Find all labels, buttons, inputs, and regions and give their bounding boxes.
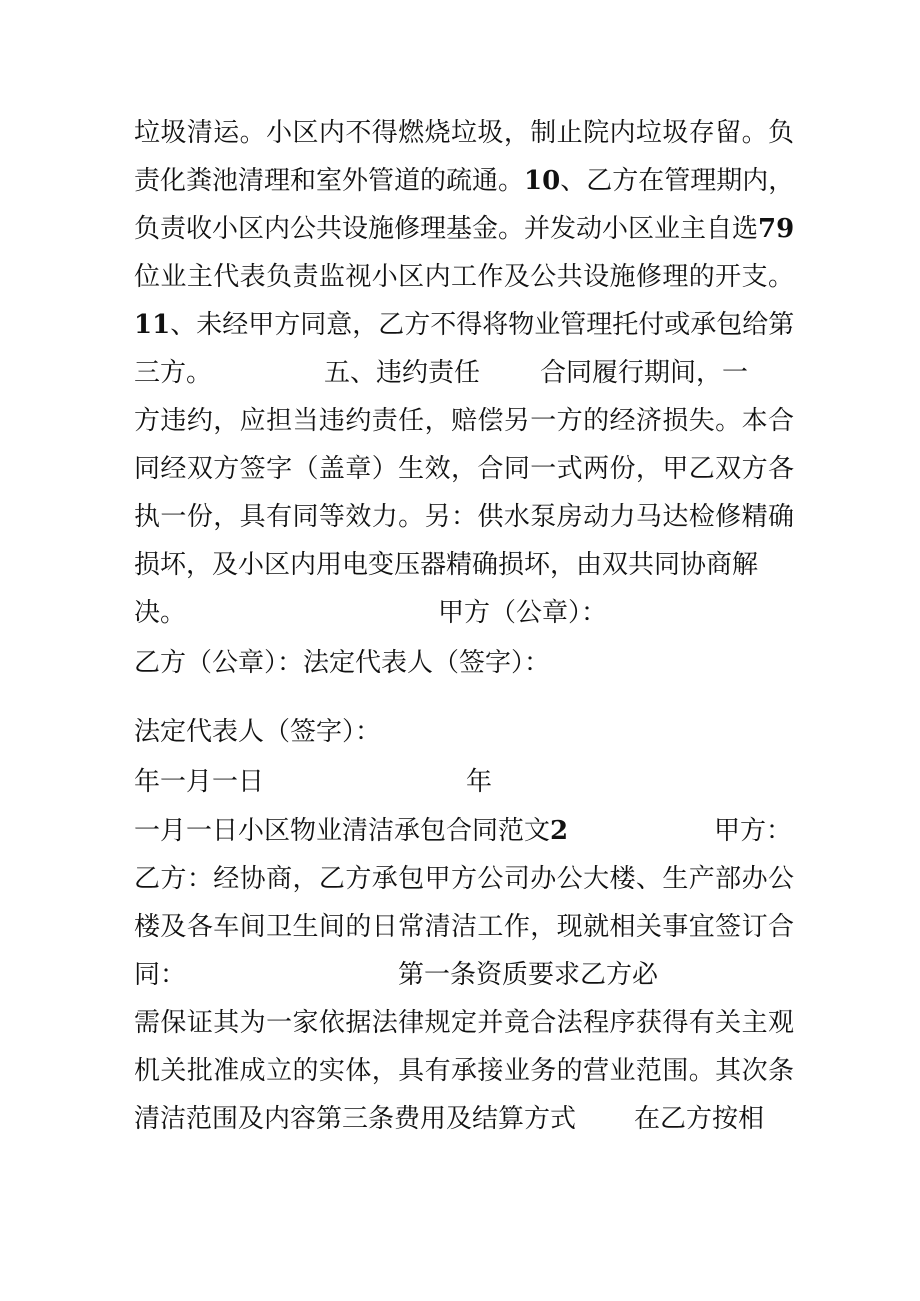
text-segment: 同： bbox=[134, 960, 187, 990]
text-line-19: 需保证其为一家依据法律规定并竟合法程序获得有关主观 bbox=[134, 1008, 794, 1038]
text-segment: 责化粪池清理和室外管道的疏通。 bbox=[134, 166, 525, 196]
text-line-21 bbox=[134, 1099, 794, 1139]
item-number-10: 10 bbox=[524, 166, 561, 196]
text-line-1: 垃圾清运。小区内不得燃烧垃圾，制止院内垃圾存留。负 bbox=[134, 118, 794, 148]
text-line-6 bbox=[134, 353, 794, 393]
text-segment: 决。 bbox=[134, 598, 187, 628]
text-line-17: 楼及各车间卫生间的日常清洁工作，现就相关事宜签订合 bbox=[134, 912, 794, 942]
text-line-18 bbox=[134, 955, 794, 995]
text-line-12: 乙方（公章）：法定代表人（签字）： bbox=[134, 648, 551, 678]
text-segment: 三方。 bbox=[134, 358, 213, 388]
text-segment: 一月一日小区物业清洁承包合同范文2 bbox=[134, 816, 569, 846]
party-a-seal-label: 甲方（公章）： bbox=[438, 598, 608, 628]
text-line-16: 乙方：经协商，乙方承包甲方公司办公大楼、生产部办公 bbox=[134, 864, 794, 894]
item-number-11: 11 bbox=[134, 310, 171, 340]
number-2: 2 bbox=[550, 816, 569, 846]
section-heading: 五、违约责任 bbox=[324, 358, 481, 388]
number-79: 79 bbox=[758, 214, 794, 244]
party-a-label: 甲方： bbox=[714, 816, 793, 846]
text-segment: 、乙方在管理期内， bbox=[560, 166, 794, 196]
text-line-9: 执一份，具有同等效力。另：供水泵房动力马达检修精确 bbox=[134, 502, 794, 532]
text-line-13: 法定代表人（签字）： bbox=[134, 717, 382, 747]
text-segment: 在乙方按相 bbox=[634, 1104, 765, 1134]
text-line-15 bbox=[134, 811, 794, 851]
text-line-20: 机关批准成立的实体，具有承接业务的营业范围。其次条 bbox=[134, 1056, 794, 1086]
date-field: 年一月一日 bbox=[134, 767, 265, 797]
text-segment: 合同履行期间，一 bbox=[540, 358, 749, 388]
text-line-8: 同经双方签字（盖章）生效，合同一式两份，甲乙双方各 bbox=[134, 454, 794, 484]
text-line-11 bbox=[134, 593, 794, 633]
text-line-4: 位业主代表负责监视小区内工作及公共设施修理的开支。 bbox=[134, 262, 794, 292]
article-heading: 第一条资质要求乙方必 bbox=[398, 960, 659, 990]
text-line-14 bbox=[134, 762, 794, 802]
text-line-2 bbox=[134, 161, 794, 201]
text-line-5 bbox=[134, 305, 794, 345]
date-field: 年 bbox=[466, 767, 493, 797]
text-line-3 bbox=[134, 209, 794, 249]
text-line-10: 损坏，及小区内用电变压器精确损坏，由双共同协商解 bbox=[134, 550, 759, 580]
text-segment: 负责收小区内公共设施修理基金。并发动小区业主自选 bbox=[134, 214, 759, 244]
text-segment: 、未经甲方同意，乙方不得将物业管理托付或承包给第 bbox=[170, 310, 794, 340]
text-segment: 清洁范围及内容第三条费用及结算方式 bbox=[134, 1104, 577, 1134]
text-line-7: 方违约，应担当违约责任，赔偿另一方的经济损失。本合 bbox=[134, 406, 794, 436]
